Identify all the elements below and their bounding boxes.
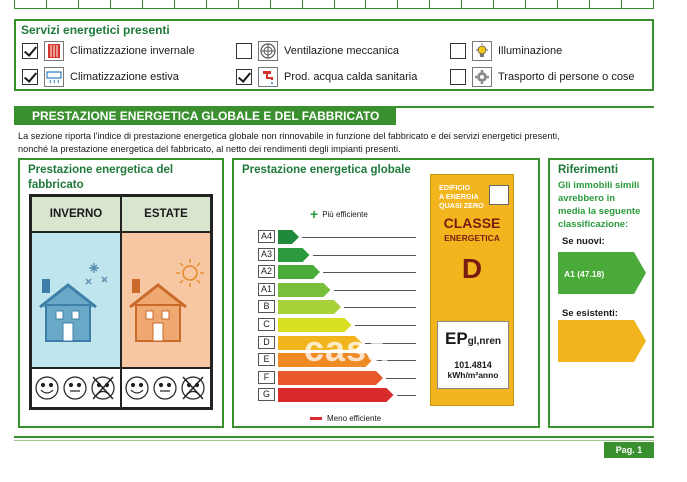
page-number: Pag. 1	[604, 442, 654, 458]
checkbox-hot-water[interactable]	[236, 69, 252, 85]
references-box	[548, 158, 654, 428]
class-arrow-b	[278, 300, 342, 314]
references-text	[558, 179, 640, 231]
class-label-e: E	[258, 353, 275, 366]
season-grid	[29, 194, 213, 410]
service-lighting	[450, 41, 562, 61]
summer-house-icon	[126, 255, 206, 345]
summer-header: ESTATE	[121, 196, 211, 232]
checkbox-winter-heating[interactable]	[22, 43, 38, 59]
class-label-a4: A4	[258, 230, 275, 243]
class-arrow-shape	[278, 371, 383, 385]
class-arrow-f	[278, 371, 384, 385]
class-arrow-a4	[278, 230, 300, 244]
gear-icon	[472, 67, 492, 87]
nzeb-line-1: EDIFICIO	[439, 183, 471, 192]
service-label: Illuminazione	[498, 45, 563, 57]
class-guide-line	[313, 255, 417, 256]
ep-unit: kWh/m²anno	[447, 370, 499, 380]
service-label: Prod. acqua calda sanitaria	[284, 71, 418, 83]
service-label: Trasporto di persone o cose	[498, 71, 635, 83]
class-guide-line	[302, 237, 416, 238]
existing-label: Se esistenti:	[562, 308, 618, 319]
nzeb-checkbox[interactable]	[489, 185, 509, 205]
winter-header: INVERNO	[31, 196, 121, 232]
class-label-g: G	[258, 388, 275, 401]
class-arrow-shape	[278, 265, 320, 279]
class-guide-line	[334, 290, 417, 291]
service-label: Climatizzazione estiva	[70, 71, 179, 83]
winter-house-icon	[36, 255, 116, 345]
lightbulb-icon	[472, 41, 492, 61]
global-performance-box	[232, 158, 540, 428]
class-guide-line	[323, 272, 416, 273]
service-ventilation	[236, 41, 399, 61]
summer-house-cell	[121, 232, 211, 368]
nzeb-label	[439, 183, 484, 210]
service-hot-water	[236, 67, 417, 87]
less-efficient-legend	[310, 414, 381, 423]
service-label: Ventilazione meccanica	[284, 45, 399, 57]
service-winter-heating	[22, 41, 195, 61]
class-sub: ENERGETICA	[444, 233, 500, 243]
global-title: Prestazione energetica globale	[242, 164, 411, 176]
class-label-a1: A1	[258, 283, 275, 296]
watermark: casa	[304, 328, 389, 369]
nzeb-line-2: A ENERGIA	[439, 192, 479, 201]
footer-divider-thin	[14, 440, 654, 441]
service-label: Climatizzazione invernale	[70, 45, 195, 57]
description-line-1: La sezione riporta l'indice di prestazione energetica globale non rinnovabile in funzione del fabbricato e dei servizi energetici presenti,	[18, 131, 560, 141]
checkbox-lighting[interactable]	[450, 43, 466, 59]
class-arrow-a1	[278, 283, 332, 297]
class-guide-line	[397, 395, 417, 396]
building-title	[28, 163, 173, 193]
references-text-3: media la seguente	[558, 206, 641, 217]
class-guide-line	[344, 307, 416, 308]
checkbox-ventilation[interactable]	[236, 43, 252, 59]
ep-value-box	[437, 321, 509, 389]
class-arrow-a3	[278, 248, 311, 262]
nzeb-line-3: QUASI ZERO	[439, 201, 484, 210]
class-arrow-a2	[278, 265, 321, 279]
class-guide-line	[386, 378, 416, 379]
class-label-c: C	[258, 318, 275, 331]
building-title-line-2: fabbricato	[28, 179, 84, 191]
new-class-value: A1 (47.18)	[564, 269, 605, 279]
summer-rating-smileys	[121, 368, 211, 408]
plus-icon: +	[310, 206, 319, 222]
energy-class-panel	[430, 174, 514, 406]
class-guide-line	[355, 325, 417, 326]
minus-icon	[310, 417, 322, 420]
services-title: Servizi energetici presenti	[21, 23, 170, 37]
section-description	[18, 130, 658, 156]
checkbox-summer-cooling[interactable]	[22, 69, 38, 85]
section-title: PRESTAZIONE ENERGETICA GLOBALE E DEL FABBRICATO	[14, 108, 396, 125]
ep-label	[438, 330, 508, 350]
class-label-a3: A3	[258, 248, 275, 261]
ep-main: EP	[444, 329, 468, 348]
description-line-2: nonché la prestazione energetica del fabbricato, al netto dei rendimenti degli impianti presenti.	[18, 144, 401, 154]
radiator-icon	[44, 41, 64, 61]
class-arrow-shape	[278, 248, 310, 262]
class-word: CLASSE	[443, 215, 501, 231]
building-title-line-1: Prestazione energetica del	[28, 164, 174, 176]
top-table-strip	[14, 0, 654, 9]
existing-class-arrow	[558, 320, 646, 362]
references-text-4: classificazione:	[558, 219, 629, 230]
services-panel	[14, 19, 654, 91]
fan-icon	[258, 41, 278, 61]
more-efficient-label: Più efficiente	[322, 209, 368, 219]
winter-house-cell	[31, 232, 121, 368]
less-efficient-label: Meno efficiente	[327, 414, 382, 423]
references-text-2: avrebbero in	[558, 193, 616, 204]
class-label-d: D	[258, 336, 275, 349]
class-label-f: F	[258, 371, 275, 384]
building-performance-box	[18, 158, 224, 428]
faucet-icon	[258, 67, 278, 87]
class-arrow-shape	[278, 388, 394, 402]
smiley-icons	[33, 374, 119, 402]
service-summer-cooling	[22, 67, 179, 87]
winter-rating-smileys	[31, 368, 121, 408]
class-arrow-shape	[278, 230, 299, 244]
class-arrow-shape	[278, 300, 341, 314]
class-label-a2: A2	[258, 265, 275, 278]
class-arrow-shape	[278, 283, 331, 297]
class-label-b: B	[258, 300, 275, 313]
energy-class-value: D	[461, 253, 483, 284]
smiley-icons	[123, 374, 209, 402]
checkbox-transport[interactable]	[450, 69, 466, 85]
new-label: Se nuovi:	[562, 236, 605, 247]
service-transport	[450, 67, 635, 87]
references-title: Riferimenti	[558, 164, 619, 176]
more-efficient-legend	[310, 206, 368, 222]
footer-divider	[14, 436, 654, 438]
air-conditioner-icon	[44, 67, 64, 87]
ep-value: 101.4814	[454, 360, 492, 370]
class-arrow-g	[278, 388, 395, 402]
references-text-1: Gli immobili simili	[558, 180, 640, 191]
ep-sub: gl,nren	[467, 336, 502, 347]
